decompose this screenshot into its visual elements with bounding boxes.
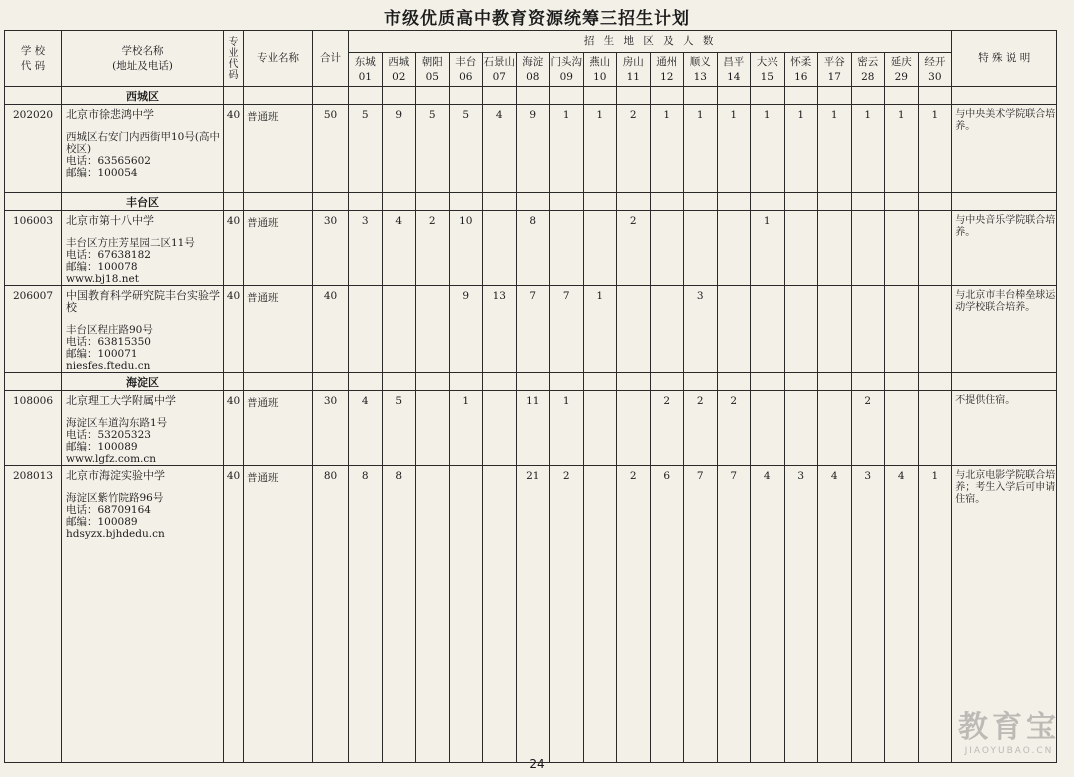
region-count: 2 — [851, 391, 885, 466]
school-detail-line: www.bj18.net — [66, 273, 139, 285]
region-count: 2 — [650, 391, 684, 466]
region-count: 1 — [751, 105, 785, 193]
region-count: 1 — [918, 105, 952, 193]
major-code: 40 — [224, 391, 244, 466]
header-region: 丰台 06 — [449, 53, 483, 87]
header-recruit-area: 招 生 地 区 及 人 数 — [349, 31, 952, 53]
school-info — [62, 211, 224, 286]
region-count — [650, 211, 684, 286]
special-note: 与中央音乐学院联合培养。 — [952, 211, 1057, 286]
school-code: 208013 — [5, 466, 62, 763]
region-count: 5 — [416, 105, 450, 193]
region-count — [583, 466, 617, 763]
total-count: 80 — [313, 466, 349, 763]
major-code: 40 — [224, 286, 244, 373]
school-detail-line: niesfes.ftedu.cn — [66, 360, 151, 372]
region-count — [918, 211, 952, 286]
special-note: 与北京市丰台棒垒球运动学校联合培养。 — [952, 286, 1057, 373]
region-count: 7 — [717, 466, 751, 763]
school-code: 202020 — [5, 105, 62, 193]
region-count: 10 — [449, 211, 483, 286]
region-count: 1 — [583, 105, 617, 193]
region-count: 8 — [349, 466, 383, 763]
region-count: 1 — [583, 286, 617, 373]
region-count: 1 — [818, 105, 852, 193]
region-count: 5 — [349, 105, 383, 193]
region-count: 2 — [617, 105, 651, 193]
header-region: 东城 01 — [349, 53, 383, 87]
school-detail-line: 电话：68709164 — [66, 504, 151, 516]
total-count: 30 — [313, 211, 349, 286]
region-count: 4 — [382, 211, 416, 286]
region-count — [784, 211, 818, 286]
region-count — [818, 286, 852, 373]
school-detail-line: 邮编：100089 — [66, 516, 138, 528]
region-count: 1 — [449, 391, 483, 466]
header-school-name: 学校名称 (地址及电话) — [62, 31, 224, 87]
region-count: 4 — [751, 466, 785, 763]
header-region: 燕山 10 — [583, 53, 617, 87]
table-row — [5, 286, 1057, 373]
major-code: 40 — [224, 105, 244, 193]
region-count — [717, 211, 751, 286]
region-count: 3 — [684, 286, 718, 373]
region-count: 3 — [784, 466, 818, 763]
region-count: 9 — [449, 286, 483, 373]
major-code: 40 — [224, 466, 244, 763]
school-code: 106003 — [5, 211, 62, 286]
total-count: 40 — [313, 286, 349, 373]
school-detail-line: 电话：63815350 — [66, 336, 151, 348]
header-region: 西城 02 — [382, 53, 416, 87]
school-info — [62, 286, 224, 373]
school-detail-line: 海淀区车道沟东路1号 — [66, 417, 168, 429]
region-count — [818, 211, 852, 286]
region-count: 2 — [617, 466, 651, 763]
region-count: 1 — [751, 211, 785, 286]
major-name: 普通班 — [244, 105, 313, 193]
district-row — [5, 87, 1057, 105]
header-school-code: 学 校 代 码 — [5, 31, 62, 87]
school-name: 北京市海淀实验中学 — [66, 469, 165, 482]
region-count: 1 — [717, 105, 751, 193]
school-code: 108006 — [5, 391, 62, 466]
header-major-name: 专业名称 — [244, 31, 313, 87]
region-count — [885, 211, 919, 286]
region-count: 2 — [717, 391, 751, 466]
region-count: 7 — [684, 466, 718, 763]
region-count — [416, 391, 450, 466]
special-note: 不提供住宿。 — [952, 391, 1057, 466]
special-note: 与中央美术学院联合培养。 — [952, 105, 1057, 193]
region-count: 9 — [382, 105, 416, 193]
major-code: 40 — [224, 211, 244, 286]
header-note: 特 殊 说 明 — [952, 31, 1057, 87]
region-count: 21 — [516, 466, 550, 763]
region-count: 4 — [885, 466, 919, 763]
region-count: 11 — [516, 391, 550, 466]
region-count — [851, 211, 885, 286]
region-count: 1 — [784, 105, 818, 193]
school-detail-line: www.lgfz.com.cn — [66, 453, 157, 465]
school-info — [62, 105, 224, 193]
region-count: 4 — [349, 391, 383, 466]
region-count — [483, 211, 517, 286]
total-count: 30 — [313, 391, 349, 466]
school-code: 206007 — [5, 286, 62, 373]
school-detail-line: 西城区右安门内西街甲10号(高中校区) — [66, 131, 220, 155]
major-name: 普通班 — [244, 391, 313, 466]
region-count — [449, 466, 483, 763]
header-region: 顺义 13 — [684, 53, 718, 87]
header-region: 朝阳 05 — [416, 53, 450, 87]
table-row — [5, 105, 1057, 193]
region-count: 1 — [550, 391, 584, 466]
region-count — [583, 391, 617, 466]
region-count — [851, 286, 885, 373]
school-name: 北京市第十八中学 — [66, 214, 154, 227]
region-count — [550, 211, 584, 286]
school-info — [62, 466, 224, 763]
region-count: 13 — [483, 286, 517, 373]
header-region: 怀柔 16 — [784, 53, 818, 87]
school-detail-line: 邮编：100078 — [66, 261, 138, 273]
region-count — [583, 211, 617, 286]
region-count — [784, 391, 818, 466]
school-detail-line: 电话：63565602 — [66, 155, 151, 167]
table-row — [5, 211, 1057, 286]
major-name: 普通班 — [244, 466, 313, 763]
region-count — [650, 286, 684, 373]
region-count: 2 — [684, 391, 718, 466]
header-region: 昌平 14 — [717, 53, 751, 87]
region-count — [784, 286, 818, 373]
header-region: 房山 11 — [617, 53, 651, 87]
region-count: 5 — [449, 105, 483, 193]
region-count — [818, 391, 852, 466]
header-total: 合计 — [313, 31, 349, 87]
region-count: 8 — [382, 466, 416, 763]
header-region: 石景山 07 — [483, 53, 517, 87]
region-count — [416, 466, 450, 763]
region-count: 2 — [550, 466, 584, 763]
school-info — [62, 391, 224, 466]
region-count: 5 — [382, 391, 416, 466]
page-title: 市级优质高中教育资源统筹三招生计划 — [384, 9, 690, 29]
region-count — [751, 391, 785, 466]
header-region: 密云 28 — [851, 53, 885, 87]
region-count: 9 — [516, 105, 550, 193]
region-count: 1 — [550, 105, 584, 193]
region-count: 3 — [851, 466, 885, 763]
region-count — [349, 286, 383, 373]
region-count: 1 — [885, 105, 919, 193]
region-count: 3 — [349, 211, 383, 286]
major-name: 普通班 — [244, 286, 313, 373]
school-detail-line: 丰台区程庄路90号 — [66, 324, 153, 336]
district-name: 西城区 — [62, 87, 224, 105]
table-row — [5, 391, 1057, 466]
region-count: 7 — [516, 286, 550, 373]
region-count — [617, 286, 651, 373]
district-name: 海淀区 — [62, 373, 224, 391]
region-count: 1 — [918, 466, 952, 763]
region-count: 2 — [617, 211, 651, 286]
header-region: 大兴 15 — [751, 53, 785, 87]
region-count — [617, 391, 651, 466]
school-detail-line: 海淀区紫竹院路96号 — [66, 492, 164, 504]
region-count: 4 — [818, 466, 852, 763]
region-count: 1 — [684, 105, 718, 193]
region-count — [483, 391, 517, 466]
watermark-logo: 教育宝 JIAOYUBAO.CN — [958, 710, 1060, 756]
region-count — [885, 391, 919, 466]
school-name: 北京理工大学附属中学 — [66, 394, 176, 407]
region-count: 4 — [483, 105, 517, 193]
region-count — [483, 466, 517, 763]
region-count — [918, 286, 952, 373]
school-name: 中国教育科学研究院丰台实验学校 — [66, 289, 220, 314]
school-detail-line: hdsyzx.bjhdedu.cn — [66, 528, 165, 540]
header-major-code: 专业代码 — [224, 31, 244, 87]
header-region: 海淀 08 — [516, 53, 550, 87]
school-detail-line: 丰台区方庄芳星园二区11号 — [66, 237, 195, 249]
region-count — [684, 211, 718, 286]
region-count — [382, 286, 416, 373]
region-count: 6 — [650, 466, 684, 763]
region-count: 8 — [516, 211, 550, 286]
school-detail-line: 电话：53205323 — [66, 429, 151, 441]
region-count: 1 — [851, 105, 885, 193]
school-detail-line: 邮编：100089 — [66, 441, 138, 453]
district-name: 丰台区 — [62, 193, 224, 211]
region-count — [918, 391, 952, 466]
header-region: 平谷 17 — [818, 53, 852, 87]
header-region: 经开 30 — [918, 53, 952, 87]
school-detail-line: 邮编：100071 — [66, 348, 138, 360]
region-count: 7 — [550, 286, 584, 373]
major-name: 普通班 — [244, 211, 313, 286]
page-number: 24 — [529, 757, 545, 771]
header-region: 延庆 29 — [885, 53, 919, 87]
header-region: 门头沟 09 — [550, 53, 584, 87]
school-detail-line: 邮编：100054 — [66, 167, 138, 179]
school-detail-line: 电话：67638182 — [66, 249, 151, 261]
total-count: 50 — [313, 105, 349, 193]
special-note: 与北京电影学院联合培养；考生入学后可申请住宿。 — [952, 466, 1057, 763]
district-row — [5, 193, 1057, 211]
region-count — [717, 286, 751, 373]
header-region: 通州 12 — [650, 53, 684, 87]
region-count: 2 — [416, 211, 450, 286]
region-count — [416, 286, 450, 373]
table-row — [5, 466, 1057, 763]
region-count: 1 — [650, 105, 684, 193]
region-count — [885, 286, 919, 373]
school-name: 北京市徐悲鸿中学 — [66, 108, 154, 121]
enrollment-plan-table — [4, 30, 1057, 763]
region-count — [751, 286, 785, 373]
district-row — [5, 373, 1057, 391]
